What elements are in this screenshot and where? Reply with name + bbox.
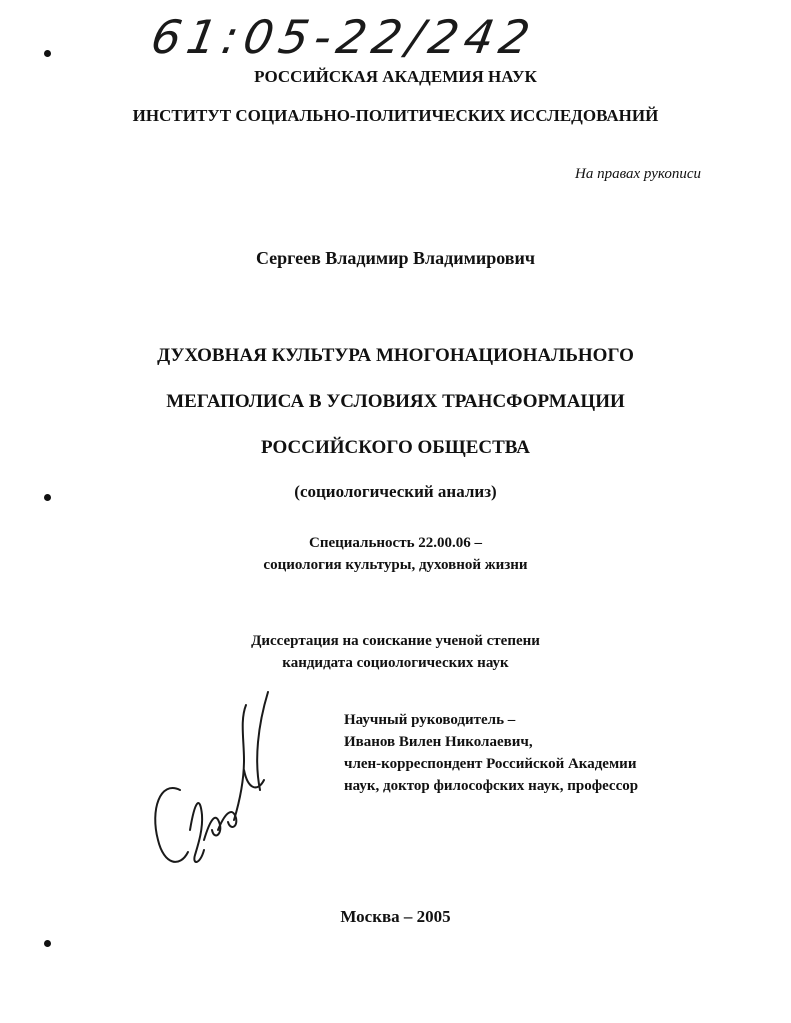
dissertation-title (0, 345, 791, 483)
specialty (0, 532, 791, 576)
specialty-line: Специальность 22.00.06 – (309, 535, 482, 551)
degree-statement (0, 630, 791, 674)
author-name: Сергеев Владимир Владимирович (255, 248, 536, 268)
manuscript-note: На правах рукописи (575, 166, 701, 182)
supervisor-line: Научный руководитель – (344, 712, 516, 728)
binding-hole-top (44, 50, 51, 57)
binding-hole-bottom (44, 940, 51, 947)
institute-name: ИНСТИТУТ СОЦИАЛЬНО-ПОЛИТИЧЕСКИХ ИССЛЕДОВАНИЙ (132, 106, 659, 125)
supervisor-line: Иванов Вилен Николаевич, (344, 734, 533, 750)
archive-number: 61:05-22/242 (147, 10, 540, 64)
title-line: ДУХОВНАЯ КУЛЬТУРА МНОГОНАЦИОНАЛЬНОГО (157, 345, 634, 366)
scientific-supervisor (344, 709, 638, 797)
supervisor-line: член-корреспондент Российской Академии (344, 756, 637, 772)
degree-line: кандидата социологических наук (282, 655, 509, 671)
specialty-line: социология культуры, духовной жизни (263, 557, 528, 573)
degree-line: Диссертация на соискание ученой степени (251, 633, 540, 649)
academy-name: РОССИЙСКАЯ АКАДЕМИЯ НАУК (254, 67, 537, 86)
author-signature (140, 680, 290, 880)
subtitle: (социологический анализ) (294, 482, 497, 501)
supervisor-line: наук, доктор философских наук, профессор (344, 778, 639, 794)
title-line: МЕГАПОЛИСА В УСЛОВИЯХ ТРАНСФОРМАЦИИ (166, 391, 625, 412)
city-year: Москва – 2005 (340, 907, 451, 926)
title-line: РОССИЙСКОГО ОБЩЕСТВА (261, 437, 530, 458)
